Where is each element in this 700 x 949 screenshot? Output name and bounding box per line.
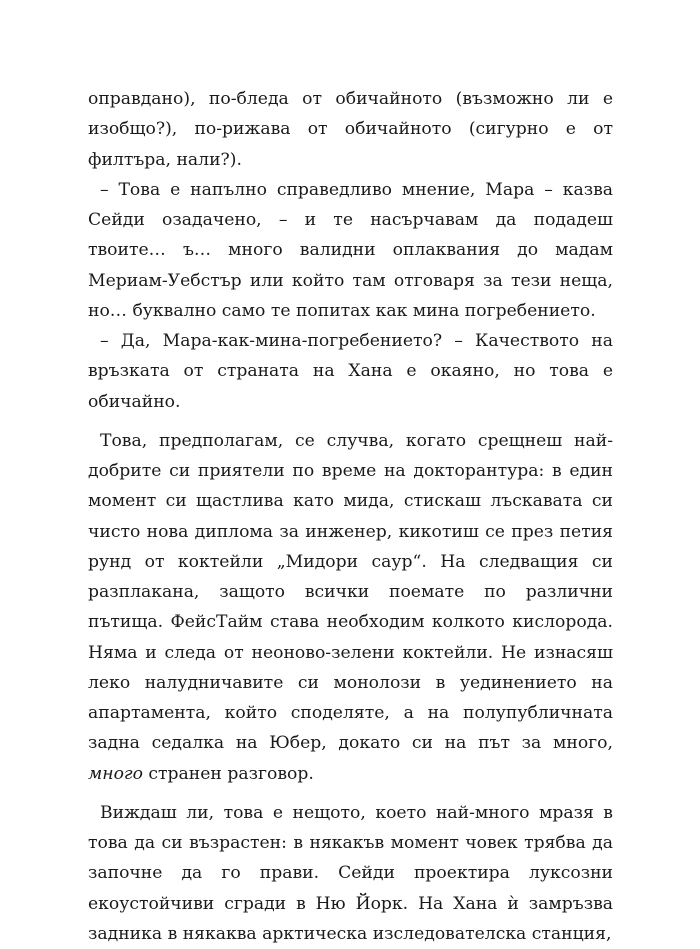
paragraph-4-text: Това, предполагам, се случва, когато срещнеш най-добрите си приятели по време на докторантура: в един момент си щастлива като мида, стискаш лъскавата си чисто нова диплома за инженер, кикотиш се през петия рунд от коктейли „Мидори саур“. На следващия си разплакана, защото всички поемате по различни пътища. ФейсТайм става необходим колкото кислорода. Няма и следа от неоново-зелени коктейли. Не изнасяш леко налудничавите си монолози в уединението на апартамента, който споделяте, а на полупубличната задна седалка на Юбер, докато си на път за много,	[88, 430, 613, 754]
paragraph-4-emphasis: много	[88, 763, 143, 784]
paragraph-5: Виждаш ли, това е нещото, което най-много мразя в това да си възрастен: в някакъв момент човек трябва да започне да го прави. Сейди проектира луксозни екоустойчиви сгради в Ню Йорк. На Хана ѝ замръзва задника в някаква арктическа изследователска станция,	[88, 802, 613, 944]
book-page-text	[88, 84, 613, 949]
paragraph-1: оправдано), по-бледа от обичайното (възможно ли е изобщо?), по-рижава от обичайното (сигурно е от филтъра, нали?).	[88, 89, 613, 170]
paragraph-4	[88, 426, 613, 789]
paragraph-4-tail: странен разговор.	[148, 763, 314, 784]
paragraph-2: – Това е напълно справедливо мнение, Мара – казва Сейди озадачено, – и те насърчавам да подадеш твоите… ъ… много валидни оплаквания до мадам Мериам-Уебстър или който там отговаря за тези неща, но… буквално само те попитах как мина погребението.	[88, 179, 613, 321]
paragraph-3: – Да, Мара-как-мина-погребението? – Качеството на връзката от страната на Хана е окаяно, но това е обичайно.	[88, 331, 613, 412]
